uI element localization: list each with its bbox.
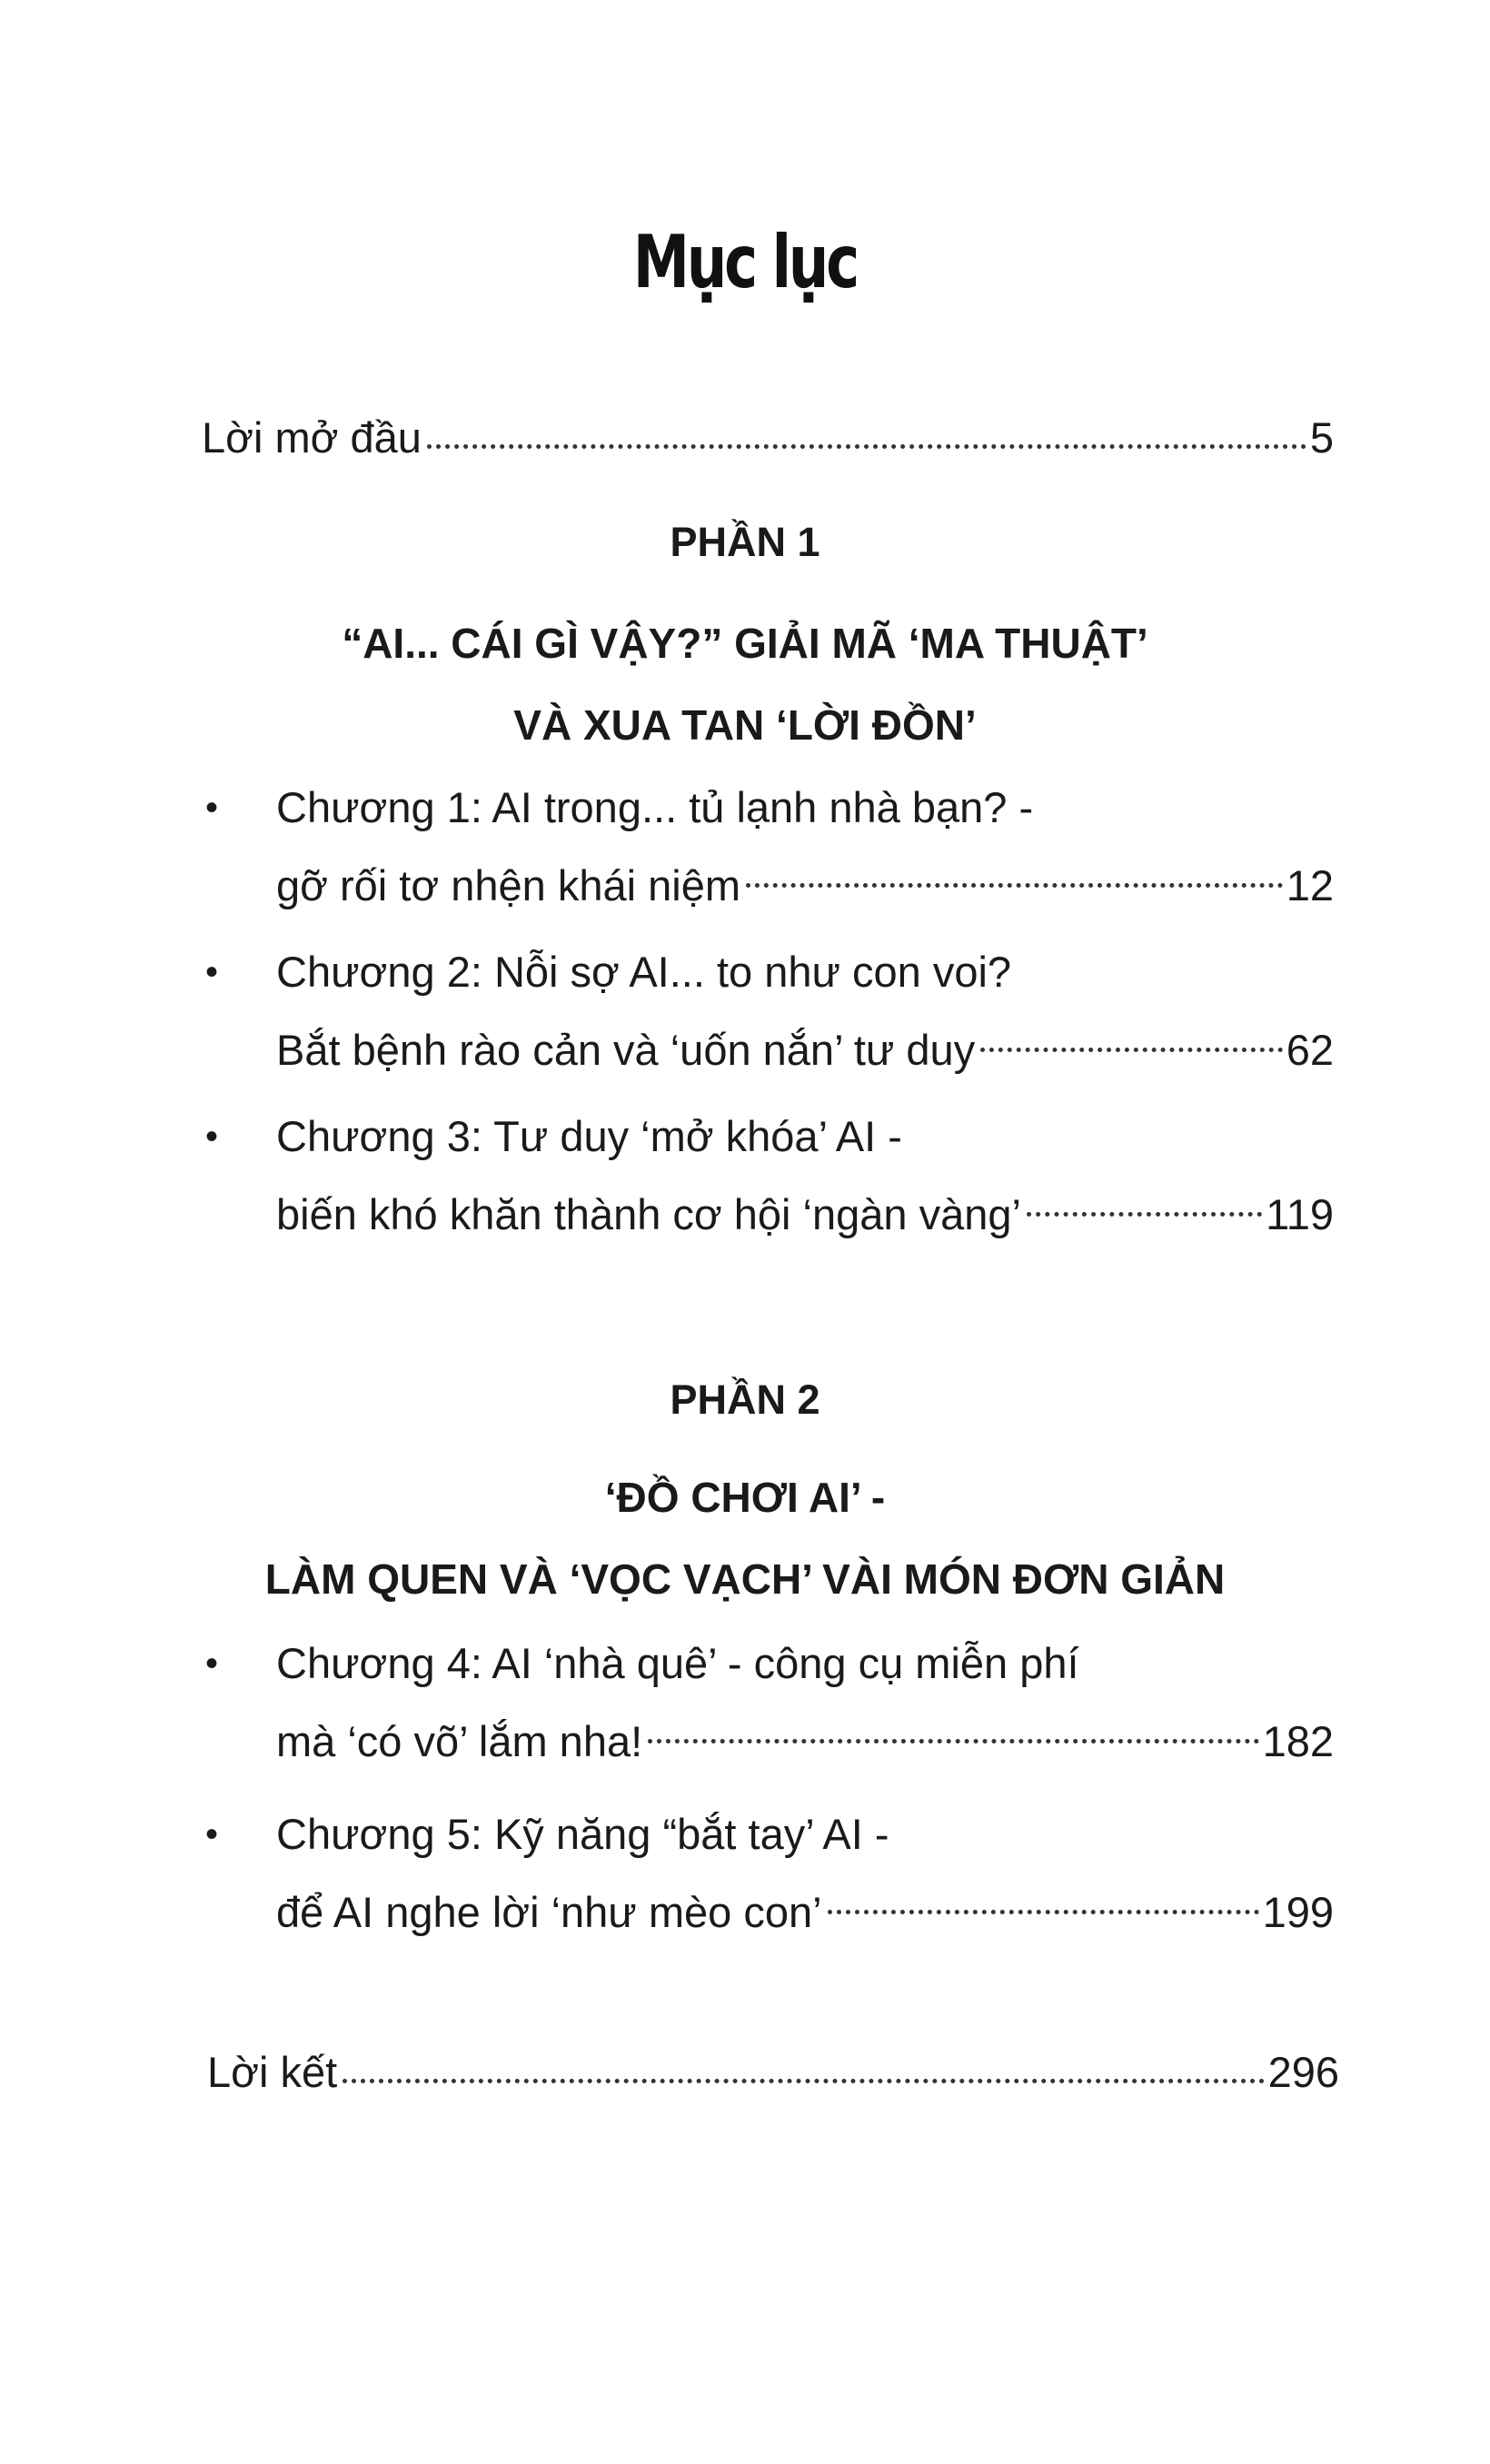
chapter-title-line: gỡ rối tơ nhện khái niệm: [276, 861, 741, 909]
toc-entry-label: Lời kết: [207, 2048, 338, 2096]
part-title-line: “AI... CÁI GÌ VẬY?” GIẢI MÃ ‘MA THUẬT’: [342, 620, 1148, 667]
dot-leader: [427, 444, 1306, 449]
toc-entry-intro: [202, 413, 1334, 462]
part-title-line: ‘ĐỒ CHƠI AI’ -: [604, 1474, 886, 1521]
chapter-title-line: để AI nghe lời ‘như mèo con’: [276, 1888, 822, 1936]
chapter-title-line: Chương 5: Kỹ năng “bắt tay’ AI -: [276, 1810, 889, 1858]
page-title: Mục lục: [632, 220, 858, 304]
toc-page-number: 296: [1267, 2048, 1339, 2096]
part-2-heading: PHẦN 2: [670, 1376, 820, 1423]
toc-page-number: 182: [1262, 1717, 1334, 1765]
part-1-title: [0, 602, 1490, 766]
chapter-title-line: Chương 4: AI ‘nhà quê’ - công cụ miễn phí: [276, 1639, 1079, 1687]
dot-leader: [1027, 1212, 1262, 1217]
toc-page-number: 199: [1262, 1888, 1334, 1936]
toc-page-number: 5: [1309, 413, 1334, 462]
chapter-title-line-with-page: [276, 1872, 1334, 1953]
part-1-heading: PHẦN 1: [670, 519, 820, 565]
dot-leader: [828, 1910, 1259, 1914]
chapter-title-line: mà ‘có võ’ lắm nha!: [276, 1717, 643, 1765]
bullet-icon: •: [205, 1814, 219, 1854]
chapter-title-line-with-page: [276, 845, 1334, 927]
toc-page-number: 12: [1286, 861, 1334, 909]
chapter-title-line-with-page: [276, 1701, 1334, 1783]
chapter-title-line-with-page: [276, 1009, 1334, 1091]
toc-page-number: 119: [1266, 1190, 1334, 1238]
toc-page-number: 62: [1286, 1026, 1334, 1074]
chapter-title-line: Chương 3: Tư duy ‘mở khóa’ AI -: [276, 1112, 902, 1160]
chapter-title-line: biến khó khăn thành cơ hội ‘ngàn vàng’: [276, 1190, 1021, 1238]
part-2-title: [0, 1456, 1490, 1620]
toc-entry-label: Lời mở đầu: [202, 413, 422, 462]
dot-leader: [980, 1048, 1283, 1052]
chapter-title-line-with-page: [276, 1174, 1334, 1256]
chapter-title-line: Bắt bệnh rào cản và ‘uốn nắn’ tư duy: [276, 1026, 976, 1074]
dot-leader: [746, 883, 1283, 888]
toc-entry-outro: [207, 2048, 1339, 2096]
dot-leader: [343, 2079, 1264, 2083]
chapter-title-line: Chương 1: AI trong... tủ lạnh nhà bạn? -: [276, 783, 1034, 831]
bullet-icon: •: [205, 1644, 219, 1684]
bullet-icon: •: [205, 788, 219, 828]
part-title-line: LÀM QUEN VÀ ‘VỌC VẠCH’ VÀI MÓN ĐƠN GIẢN: [264, 1555, 1226, 1603]
bullet-icon: •: [205, 1117, 219, 1157]
part-title-line: VÀ XUA TAN ‘LỜI ĐỒN’: [513, 701, 977, 749]
bullet-icon: •: [205, 952, 219, 992]
dot-leader: [648, 1739, 1258, 1744]
chapter-title-line: Chương 2: Nỗi sợ AI... to như con voi?: [276, 948, 1012, 996]
